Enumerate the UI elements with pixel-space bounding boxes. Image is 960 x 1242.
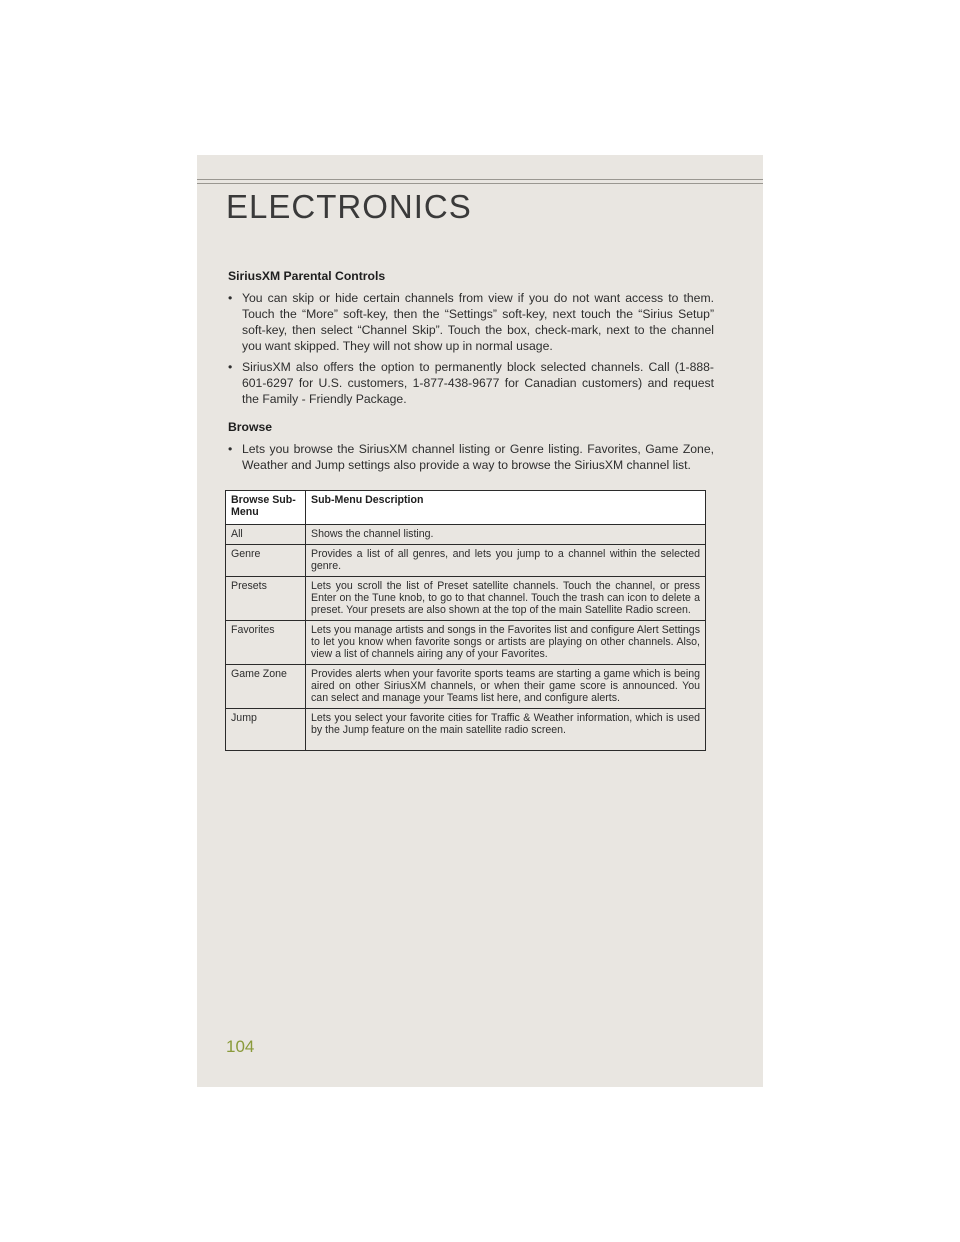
submenu-description: Lets you scroll the list of Preset satellite channels. Touch the channel, or press Enter on the Tune knob, to go to that channel. Touch the trash can icon to delete a preset. Your presets are also shown at the top of the main Satellite Radio screen.	[306, 577, 706, 621]
section-title: ELECTRONICS	[226, 188, 472, 225]
bullet-text: SiriusXM also offers the option to permanently block selected channels. Call (1-888-601-6297 for U.S. customers, 1-877-438-9677 for Canadian customers) and request the Family - Friendly Package.	[242, 360, 714, 406]
table-row	[226, 665, 706, 709]
bullet-item	[228, 359, 714, 407]
column-header: Sub-Menu Description	[306, 491, 706, 525]
bullet-item	[228, 290, 714, 354]
bullet-dot: •	[228, 442, 233, 456]
header-rule	[197, 179, 763, 180]
page-content	[228, 268, 714, 478]
column-header: Browse Sub-Menu	[226, 491, 306, 525]
submenu-name: Jump	[226, 709, 306, 751]
table-row	[226, 577, 706, 621]
table-row	[226, 545, 706, 577]
table-row	[226, 525, 706, 545]
submenu-description: Lets you manage artists and songs in the Favorites list and configure Alert Settings to let you know when favorite songs or artists are playing on other channels. Also, view a list of channels airing any of your Favorites.	[306, 621, 706, 665]
bullet-text: Lets you browse the SiriusXM channel listing or Genre listing. Favorites, Game Zone, Weather and Jump settings also provide a way to browse the SiriusXM channel list.	[242, 442, 714, 472]
bullet-item	[228, 441, 714, 473]
submenu-description: Provides a list of all genres, and lets you jump to a channel within the selected genre.	[306, 545, 706, 577]
parental-controls-heading: SiriusXM Parental Controls	[228, 269, 386, 283]
bullet-dot: •	[228, 291, 233, 305]
submenu-name: All	[226, 525, 306, 545]
submenu-description: Shows the channel listing.	[306, 525, 706, 545]
header-rule	[197, 183, 763, 184]
submenu-description: Lets you select your favorite cities for Traffic & Weather information, which is used by the Jump feature on the main satellite radio screen.	[306, 709, 706, 751]
bullet-dot: •	[228, 360, 233, 374]
browse-submenu-table	[225, 490, 706, 751]
submenu-name: Game Zone	[226, 665, 306, 709]
page-number: 104	[226, 1037, 255, 1056]
submenu-description: Provides alerts when your favorite sports teams are starting a game which is being aired on other SiriusXM channels, or when their game score is announced. You can select and manage your Teams list here, and configure alerts.	[306, 665, 706, 709]
manual-page	[197, 155, 763, 1087]
submenu-name: Genre	[226, 545, 306, 577]
bullet-text: You can skip or hide certain channels from view if you do not want access to them. Touch the “More” soft-key, then the “Settings” soft-key, next touch the “Sirius Setup” soft-key, then select “Channel Skip”. Touch the box, check-mark, next to the channel you want skipped. They will not show up in normal usage.	[242, 291, 714, 353]
table-row	[226, 709, 706, 751]
submenu-name: Favorites	[226, 621, 306, 665]
submenu-name: Presets	[226, 577, 306, 621]
table-row	[226, 621, 706, 665]
browse-heading: Browse	[228, 420, 273, 434]
table-header-row	[226, 491, 706, 525]
